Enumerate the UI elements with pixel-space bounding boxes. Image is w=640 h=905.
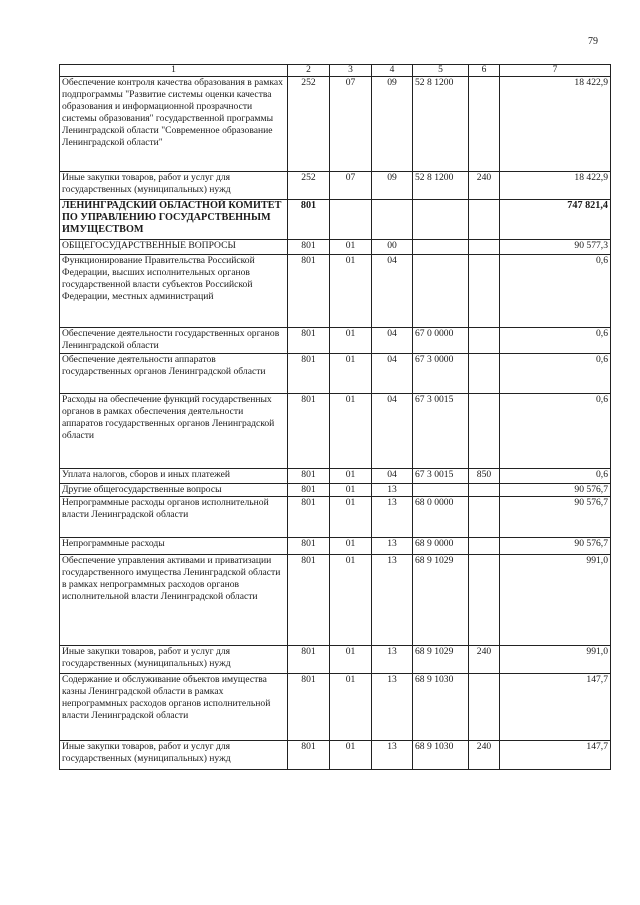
table-row	[60, 394, 611, 469]
row-type-cell	[469, 255, 500, 328]
row-target-cell	[413, 484, 469, 497]
header-cell: 5	[413, 65, 469, 77]
row-code-cell: 801	[288, 200, 330, 240]
row-section-cell: 01	[330, 646, 372, 674]
row-subsection-cell	[372, 200, 413, 240]
row-sum-cell: 0,6	[500, 469, 611, 484]
row-type-cell	[469, 538, 500, 555]
budget-table	[59, 64, 611, 770]
row-section-cell: 07	[330, 172, 372, 200]
row-section-cell: 01	[330, 328, 372, 354]
row-subsection-cell: 09	[372, 172, 413, 200]
row-sum-cell: 90 577,3	[500, 240, 611, 255]
row-name-cell: Содержание и обслуживание объектов имущества казны Ленинградской области в рамках непрограммных расходов органов исполнительной власти Ленинградской области	[60, 674, 288, 741]
row-code-cell: 252	[288, 77, 330, 172]
row-code-cell: 801	[288, 674, 330, 741]
row-type-cell	[469, 497, 500, 538]
row-target-cell: 67 3 0015	[413, 469, 469, 484]
row-sum-cell: 147,7	[500, 674, 611, 741]
header-cell: 1	[60, 65, 288, 77]
row-section-cell	[330, 200, 372, 240]
row-subsection-cell: 04	[372, 394, 413, 469]
table-row	[60, 497, 611, 538]
row-subsection-cell: 13	[372, 497, 413, 538]
row-type-cell	[469, 77, 500, 172]
row-type-cell	[469, 394, 500, 469]
row-name-cell: Иные закупки товаров, работ и услуг для государственных (муниципальных) нужд	[60, 741, 288, 770]
table-row	[60, 77, 611, 172]
header-cell: 3	[330, 65, 372, 77]
row-code-cell: 801	[288, 555, 330, 646]
header-cell: 2	[288, 65, 330, 77]
row-subsection-cell: 13	[372, 646, 413, 674]
table-row	[60, 172, 611, 200]
row-subsection-cell: 04	[372, 469, 413, 484]
row-name-cell: Функционирование Правительства Российской Федерации, высших исполнительных органов государственной власти субъектов Российской Федерации, местных администраций	[60, 255, 288, 328]
row-target-cell: 67 0 0000	[413, 328, 469, 354]
row-code-cell: 801	[288, 741, 330, 770]
row-section-cell: 01	[330, 469, 372, 484]
row-sum-cell: 147,7	[500, 741, 611, 770]
row-section-cell: 01	[330, 240, 372, 255]
row-section-cell: 01	[330, 741, 372, 770]
row-type-cell: 240	[469, 172, 500, 200]
row-subsection-cell: 13	[372, 741, 413, 770]
row-section-cell: 01	[330, 538, 372, 555]
row-code-cell: 801	[288, 469, 330, 484]
row-sum-cell: 90 576,7	[500, 538, 611, 555]
row-target-cell: 67 3 0000	[413, 354, 469, 394]
header-cell: 6	[469, 65, 500, 77]
table-header-row	[60, 65, 611, 77]
row-type-cell	[469, 354, 500, 394]
row-section-cell: 01	[330, 394, 372, 469]
row-code-cell: 801	[288, 538, 330, 555]
header-cell: 4	[372, 65, 413, 77]
row-type-cell	[469, 328, 500, 354]
row-target-cell: 52 8 1200	[413, 172, 469, 200]
row-subsection-cell: 13	[372, 674, 413, 741]
row-name-cell: Обеспечение деятельности государственных органов Ленинградской области	[60, 328, 288, 354]
row-sum-cell: 0,6	[500, 394, 611, 469]
row-type-cell	[469, 674, 500, 741]
page-number: 79	[588, 36, 598, 47]
row-code-cell: 801	[288, 497, 330, 538]
row-target-cell: 68 9 1030	[413, 674, 469, 741]
row-code-cell: 801	[288, 646, 330, 674]
row-sum-cell: 0,6	[500, 255, 611, 328]
row-sum-cell: 90 576,7	[500, 497, 611, 538]
row-target-cell: 52 8 1200	[413, 77, 469, 172]
row-sum-cell: 991,0	[500, 555, 611, 646]
row-section-cell: 07	[330, 77, 372, 172]
table-row	[60, 538, 611, 555]
table-row	[60, 240, 611, 255]
row-subsection-cell: 04	[372, 354, 413, 394]
row-code-cell: 801	[288, 328, 330, 354]
row-target-cell: 68 9 1030	[413, 741, 469, 770]
row-type-cell	[469, 555, 500, 646]
table-row	[60, 328, 611, 354]
row-subsection-cell: 04	[372, 328, 413, 354]
row-target-cell	[413, 240, 469, 255]
row-name-cell: Непрограммные расходы	[60, 538, 288, 555]
row-name-cell: Другие общегосударственные вопросы	[60, 484, 288, 497]
row-name-cell: Уплата налогов, сборов и иных платежей	[60, 469, 288, 484]
table-row	[60, 484, 611, 497]
row-target-cell: 67 3 0015	[413, 394, 469, 469]
row-name-cell: Обеспечение контроля качества образования в рамках подпрограммы "Развитие системы оценки качества образования и информационной прозрачности системы образования" государственной программы Ленинградской области "Современное образование Ленинградской области"	[60, 77, 288, 172]
table-row	[60, 646, 611, 674]
row-section-cell: 01	[330, 354, 372, 394]
row-section-cell: 01	[330, 255, 372, 328]
row-section-cell: 01	[330, 484, 372, 497]
row-sum-cell: 0,6	[500, 328, 611, 354]
row-name-cell: Обеспечение деятельности аппаратов государственных органов Ленинградской области	[60, 354, 288, 394]
row-code-cell: 801	[288, 255, 330, 328]
row-name-cell: ЛЕНИНГРАДСКИЙ ОБЛАСТНОЙ КОМИТЕТ ПО УПРАВЛЕНИЮ ГОСУДАРСТВЕННЫМ ИМУЩЕСТВОМ	[60, 200, 288, 240]
row-target-cell: 68 9 1029	[413, 555, 469, 646]
row-target-cell	[413, 255, 469, 328]
row-code-cell: 801	[288, 354, 330, 394]
row-name-cell: Иные закупки товаров, работ и услуг для государственных (муниципальных) нужд	[60, 172, 288, 200]
row-section-cell: 01	[330, 674, 372, 741]
table-row	[60, 555, 611, 646]
row-section-cell: 01	[330, 555, 372, 646]
row-target-cell: 68 9 1029	[413, 646, 469, 674]
row-sum-cell: 991,0	[500, 646, 611, 674]
table-row	[60, 741, 611, 770]
row-code-cell: 801	[288, 394, 330, 469]
row-code-cell: 801	[288, 240, 330, 255]
row-section-cell: 01	[330, 497, 372, 538]
table-row	[60, 255, 611, 328]
row-type-cell	[469, 484, 500, 497]
table-row	[60, 469, 611, 484]
row-name-cell: Непрограммные расходы органов исполнительной власти Ленинградской области	[60, 497, 288, 538]
row-type-cell	[469, 200, 500, 240]
row-subsection-cell: 00	[372, 240, 413, 255]
row-name-cell: Иные закупки товаров, работ и услуг для государственных (муниципальных) нужд	[60, 646, 288, 674]
table-row	[60, 354, 611, 394]
row-type-cell: 240	[469, 741, 500, 770]
table-row	[60, 674, 611, 741]
row-subsection-cell: 13	[372, 538, 413, 555]
row-target-cell: 68 0 0000	[413, 497, 469, 538]
row-code-cell: 801	[288, 484, 330, 497]
row-code-cell: 252	[288, 172, 330, 200]
row-type-cell: 240	[469, 646, 500, 674]
row-target-cell: 68 9 0000	[413, 538, 469, 555]
header-cell: 7	[500, 65, 611, 77]
table-row	[60, 200, 611, 240]
row-name-cell: Обеспечение управления активами и приватизации государственного имущества Ленинградской области в рамках непрограммных расходов органов исполнительной власти Ленинградской области	[60, 555, 288, 646]
row-subsection-cell: 13	[372, 484, 413, 497]
row-subsection-cell: 09	[372, 77, 413, 172]
row-type-cell: 850	[469, 469, 500, 484]
row-name-cell: ОБЩЕГОСУДАРСТВЕННЫЕ ВОПРОСЫ	[60, 240, 288, 255]
row-sum-cell: 747 821,4	[500, 200, 611, 240]
row-name-cell: Расходы на обеспечение функций государственных органов в рамках обеспечения деятельности аппаратов государственных органов Ленинградской области	[60, 394, 288, 469]
row-sum-cell: 18 422,9	[500, 77, 611, 172]
row-subsection-cell: 13	[372, 555, 413, 646]
row-sum-cell: 18 422,9	[500, 172, 611, 200]
row-sum-cell: 90 576,7	[500, 484, 611, 497]
row-subsection-cell: 04	[372, 255, 413, 328]
row-target-cell	[413, 200, 469, 240]
row-type-cell	[469, 240, 500, 255]
row-sum-cell: 0,6	[500, 354, 611, 394]
